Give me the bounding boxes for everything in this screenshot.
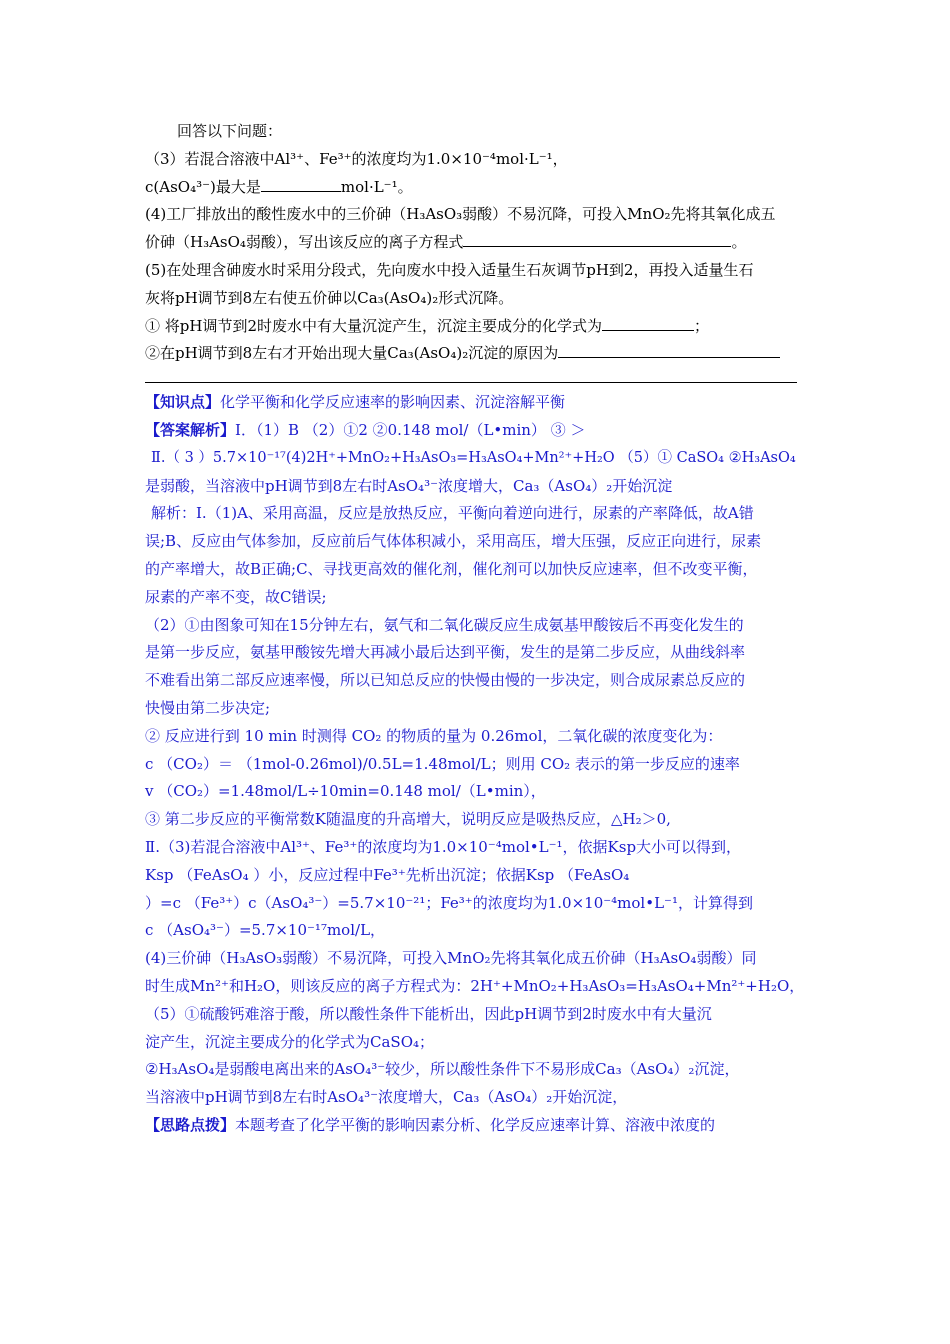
explanation-line: v （CO₂）=1.48mol/L÷10min=0.148 mol/（L•min）， xyxy=(145,782,546,801)
question-4-text-b: 。 xyxy=(731,233,747,252)
question-5-sub-1-text-b: ； xyxy=(694,316,710,335)
question-5-sub-2-text: ②在pH调节到8左右才开始出现大量Ca₃(AsO₄)₂沉淀的原因为 xyxy=(145,344,559,363)
answer-blank xyxy=(261,175,341,192)
question-5-sub-2 xyxy=(145,340,813,368)
tip-text: 本题考查了化学平衡的影响因素分析、化学反应速率计算、溶液中浓度的 xyxy=(235,1115,716,1134)
tip-heading: 【思路点拨】 xyxy=(145,1115,236,1134)
answer-blank xyxy=(602,314,694,331)
explanation-line: 时生成Mn²⁺和H₂O，则该反应的离子方程式为：2H⁺+MnO₂+H₃AsO₃=H₃AsO₄+Mn²⁺+H₂O， xyxy=(145,976,805,995)
question-3-text-a: c(AsO₄³⁻)最大是 xyxy=(145,177,261,196)
answer-blank-line xyxy=(145,368,797,383)
answer-blank xyxy=(558,341,780,358)
question-3-line-1: （3）若混合溶液中Al³⁺、Fe³⁺的浓度均为1.0×10⁻⁴mol·L⁻¹， xyxy=(145,149,568,168)
document-content xyxy=(145,118,813,1140)
explanation-line: c （CO₂）＝ （1mol-0.26mol)/0.5L=1.48mol/L；则用 CO₂ 表示的第一步反应的速率 xyxy=(145,754,740,773)
knowledge-point xyxy=(145,389,813,417)
answer-heading: 【答案解析】 xyxy=(145,420,236,439)
explanation-line: 快慢由第二步决定; xyxy=(145,698,271,717)
question-4-line-1: (4)工厂排放出的酸性废水中的三价砷（H₃AsO₃弱酸）不易沉降，可投入MnO₂先将其氧化成五 xyxy=(145,205,776,224)
tip-line xyxy=(145,1112,813,1140)
explanation-line: c （AsO₄³⁻）=5.7×10⁻¹⁷mol/L， xyxy=(145,921,386,940)
knowledge-point-heading: 【知识点】 xyxy=(145,393,221,412)
explanation-line: 的产率增大，故B正确;C、寻找更高效的催化剂，催化剂可以加快反应速率，但不改变平衡， xyxy=(145,559,758,578)
explanation-line: 是第一步反应，氨基甲酸铵先增大再减小最后达到平衡，发生的是第二步反应，从曲线斜率 xyxy=(145,643,746,662)
explanation-line: 淀产生，沉淀主要成分的化学式为CaSO₄； xyxy=(145,1032,435,1051)
question-5-line-2: 灰将pH调节到8左右使五价砷以Ca₃(AsO₄)₂形式沉降。 xyxy=(145,288,514,307)
explanation-line: ）=c （Fe³⁺）c（AsO₄³⁻）=5.7×10⁻²¹；Fe³⁺的浓度均为1.0×10⁻⁴mol•L⁻¹，计算得到 xyxy=(145,893,753,912)
knowledge-point-text: 化学平衡和化学反应速率的影响因素、沉淀溶解平衡 xyxy=(220,393,566,412)
answer-text-1: Ⅰ．（1）B （2）①2 ②0.148 mol/（L•min） ③ ＞ xyxy=(235,420,586,439)
explanation-line: ③ 第二步反应的平衡常数K随温度的升高增大，说明反应是吸热反应，△H₂＞0, xyxy=(145,810,671,829)
explanation-line: 当溶液中pH调节到8左右时AsO₄³⁻浓度增大，Ca₃（AsO₄）₂开始沉淀， xyxy=(145,1088,628,1107)
explanation-line: 解析：Ⅰ.（1)A、采用高温，反应是放热反应，平衡向着逆向进行，尿素的产率降低，故A错 xyxy=(151,504,754,523)
explanation-line: （2）①由图象可知在15分钟左右，氨气和二氧化碳反应生成氨基甲酸铵后不再变化发生的 xyxy=(145,615,744,634)
question-3-line-2 xyxy=(145,174,813,202)
question-4-text-a: 价砷（H₃AsO₄弱酸），写出该反应的离子方程式 xyxy=(145,233,464,252)
explanation-line: ②H₃AsO₄是弱酸电离出来的AsO₄³⁻较少，所以酸性条件下不易形成Ca₃（AsO₄）₂沉淀， xyxy=(145,1060,740,1079)
answer-blank xyxy=(463,230,731,247)
explanation xyxy=(145,500,813,1112)
explanation-line: Ksp （FeAsO₄ ）小，反应过程中Fe³⁺先析出沉淀；依据Ksp （FeAsO₄ xyxy=(145,865,630,884)
explanation-line: 误;B、反应由气体参加，反应前后气体体积减小，采用高压，增大压强，反应正向进行，尿素 xyxy=(145,532,762,551)
explanation-line: 尿素的产率不变，故C错误; xyxy=(145,587,327,606)
answer-line-2: Ⅱ.（ 3 ）5.7×10⁻¹⁷(4)2H⁺+MnO₂+H₃AsO₃=H₃AsO₄+Mn²⁺+H₂O （5）① CaSO₄ ②H₃AsO₄ xyxy=(151,449,796,466)
explanation-line: (4)三价砷（H₃AsO₃弱酸）不易沉降，可投入MnO₂先将其氧化成五价砷（H₃AsO₄弱酸）同 xyxy=(145,949,757,968)
answer-line-1 xyxy=(145,417,813,445)
question-4-line-2 xyxy=(145,229,813,257)
question-5-sub-1-text-a: ① 将pH调节到2时废水中有大量沉淀产生，沉淀主要成分的化学式为 xyxy=(145,316,602,335)
question-5-sub-1 xyxy=(145,313,813,341)
questions-intro: 回答以下问题： xyxy=(177,122,283,140)
explanation-line: 不难看出第二部反应速率慢，所以已知总反应的快慢由慢的一步决定，则合成尿素总反应的 xyxy=(145,671,746,690)
question-3-text-b: mol·L⁻¹。 xyxy=(340,177,413,196)
explanation-line: Ⅱ.（3)若混合溶液中Al³⁺、Fe³⁺的浓度均为1.0×10⁻⁴mol•L⁻¹，依据Ksp大小可以得到， xyxy=(145,837,742,856)
question-5-line-1: (5)在处理含砷废水时采用分段式，先向废水中投入适量生石灰调节pH到2，再投入适量生石 xyxy=(145,260,754,279)
answer-line-3: 是弱酸，当溶液中pH调节到8左右时AsO₄³⁻浓度增大，Ca₃（AsO₄）₂开始沉淀 xyxy=(145,476,673,495)
explanation-line: ② 反应进行到 10 min 时测得 CO₂ 的物质的量为 0.26mol，二氧化碳的浓度变化为： xyxy=(145,726,723,745)
explanation-line: （5）①硫酸钙难溶于酸，所以酸性条件下能析出，因此pH调节到2时废水中有大量沉 xyxy=(145,1004,712,1023)
